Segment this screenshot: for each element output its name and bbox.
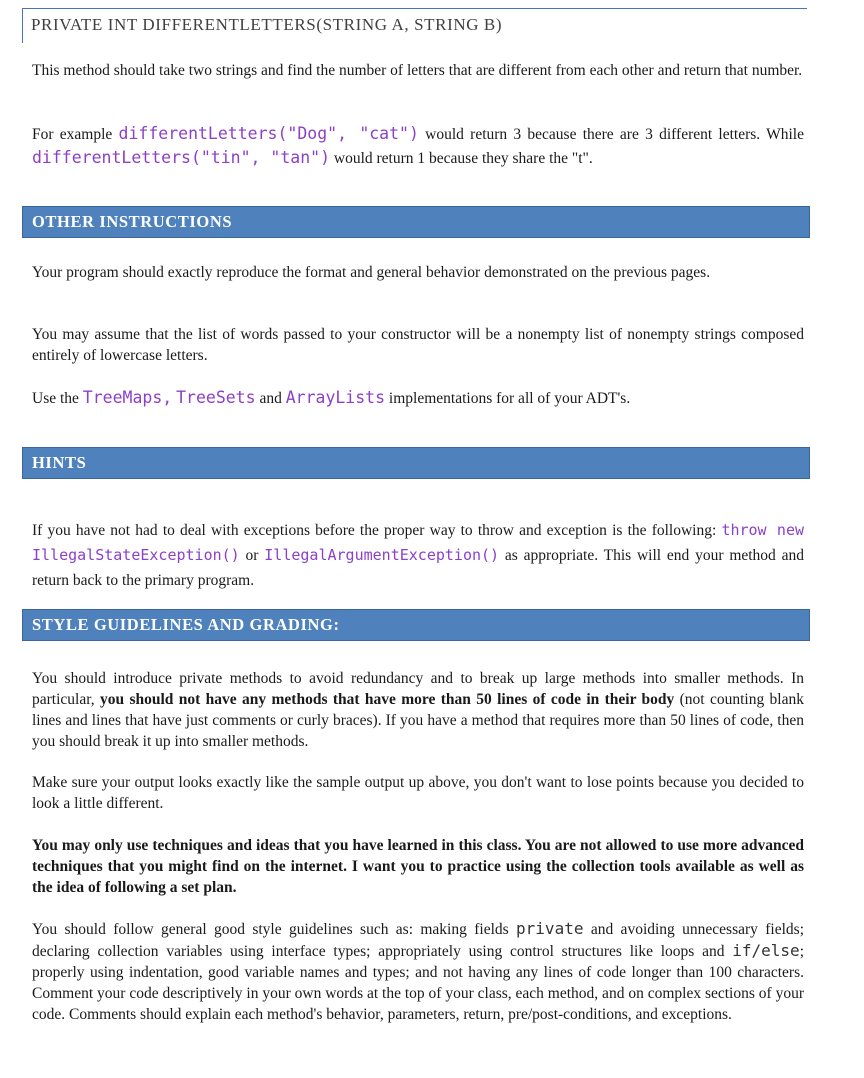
style-p4-a: You should follow general good style guidelines such as: making fields xyxy=(32,921,517,938)
p3-prefix: Use the xyxy=(32,390,83,407)
section-style-guidelines xyxy=(22,609,810,641)
style-p1-bold: you should not have any methods that have more than 50 lines of code in their body xyxy=(100,691,675,708)
p3-code-treemaps: TreeMaps, xyxy=(82,388,173,407)
example-suffix: would return 1 because they share the "t". xyxy=(330,150,593,167)
hints-or: or xyxy=(239,547,265,564)
hints-p1 xyxy=(32,518,804,593)
section-hints xyxy=(22,447,810,479)
style-p4-private: private xyxy=(516,919,584,938)
section-other-instructions xyxy=(22,206,810,238)
example-code-1: differentLetters("Dog", "cat") xyxy=(118,124,419,143)
method-example xyxy=(32,122,804,170)
hints-code-throw: throw new IllegalStateException() xyxy=(32,521,804,564)
section-heading-other-instructions: OTHER INSTRUCTIONS xyxy=(32,212,233,231)
style-p1-prefix: You should introduce private methods to avoid redundancy and to break up large methods into smaller methods. In particular, xyxy=(32,670,804,708)
hints-appropriate: appropriate. xyxy=(523,547,599,564)
section-heading-style-guidelines: STYLE GUIDELINES AND GRADING: xyxy=(32,615,340,634)
style-p1 xyxy=(32,668,804,752)
p3-code-treesets: TreeSets xyxy=(176,388,256,407)
style-p4-c: ; properly using indentation, good variable names and types; and not having any lines of code longer than 100 characters. Comment your code descriptively in your own words at the top of your class, each method, and on complex sections of your code. Comments should explain each method's behavior, parameters, return, pre/post-conditions, and exceptions. xyxy=(32,943,804,1023)
hints-as: as xyxy=(499,547,524,564)
example-prefix: For example xyxy=(32,126,119,143)
p3-and: and xyxy=(255,390,286,407)
p3-suffix: implementations for all of your ADT's. xyxy=(385,390,631,407)
example-code-2: differentLetters("tin", "tan") xyxy=(32,148,331,167)
hints-suffix: This will end your method and return back to the primary program. xyxy=(32,547,804,589)
p3-code-arraylists: ArrayLists xyxy=(285,388,386,407)
other-instructions-p1: Your program should exactly reproduce the format and general behavior demonstrated on the previous pages. xyxy=(32,264,711,281)
other-instructions-p2: You may assume that the list of words passed to your constructor will be a nonempty list of nonempty strings composed entirely of lowercase letters. xyxy=(32,326,804,364)
example-middle: would return 3 because there are 3 different letters. While xyxy=(418,126,804,143)
section-heading-hints: HINTS xyxy=(32,453,87,472)
hints-code-illegal-argument: IllegalArgumentException() xyxy=(264,546,500,564)
style-p4-ifelse: if/else xyxy=(732,941,800,960)
other-instructions-p3 xyxy=(32,386,804,410)
method-title: PRIVATE INT DIFFERENTLETTERS(STRING A, STRING B) xyxy=(31,15,503,34)
method-title-block xyxy=(22,8,807,43)
style-p4-b: and avoiding unnecessary fields; declaring collection variables using interface types; appropriately using control structures like loops and xyxy=(32,921,805,960)
method-description: This method should take two strings and find the number of letters that are different from each other and return that number. xyxy=(32,62,803,79)
hints-prefix: If you have not had to deal with exceptions before the proper way to throw and exception is the following: xyxy=(32,522,722,539)
style-p3-bold: You may only use techniques and ideas that you have learned in this class. You are not allowed to use more advanced techniques that you might find on the internet. I want you to practice using the collection tools available as well as the idea of following a set plan. xyxy=(32,837,804,896)
style-p4 xyxy=(32,918,804,1025)
style-p1-suffix: (not counting blank lines and lines that have just comments or curly braces). If you have a method that requires more than 50 lines of code, then you should break it up into smaller methods. xyxy=(32,691,804,750)
style-p2: Make sure your output looks exactly like the sample output up above, you don't want to lose points because you decided to look a little different. xyxy=(32,774,804,812)
